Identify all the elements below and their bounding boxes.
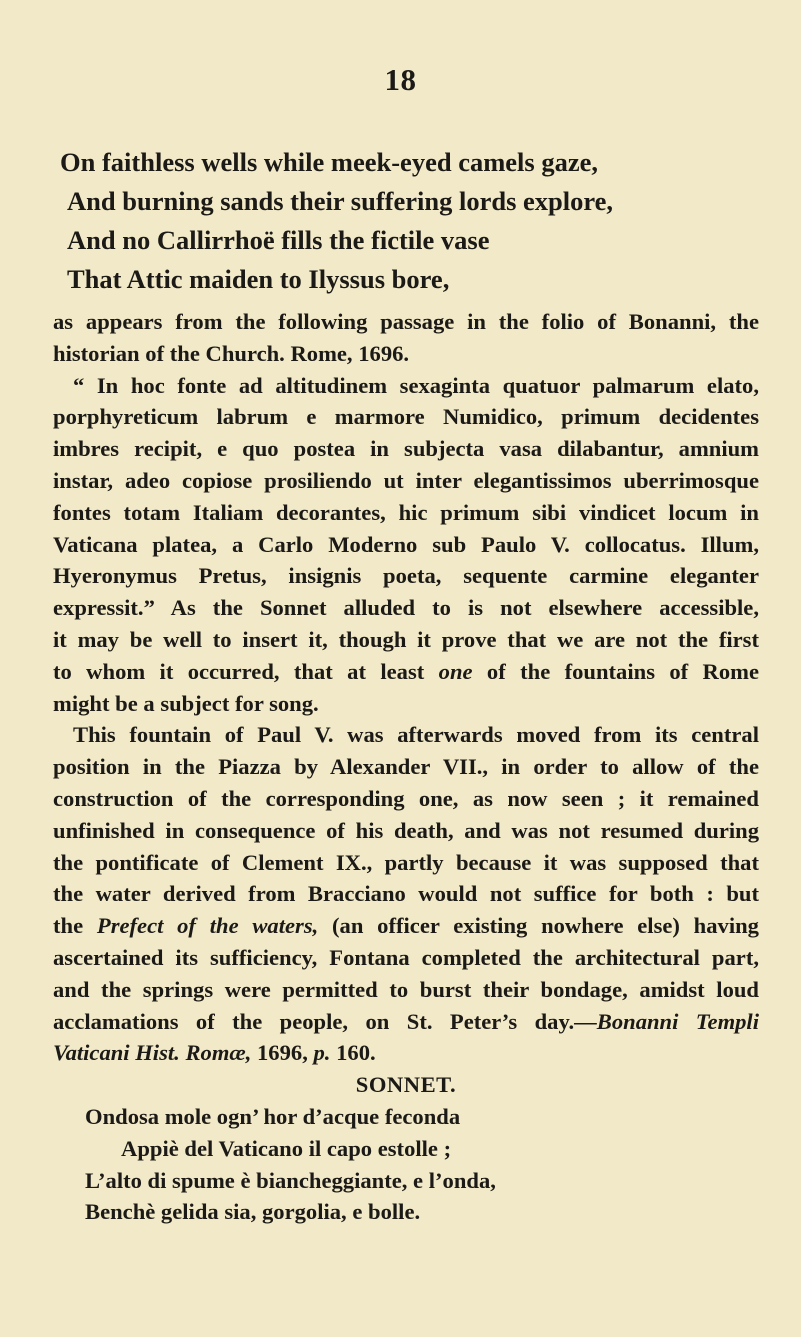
text-run: of the fountains of Rome [472, 658, 760, 684]
latin-quote-line: “ In hoc fonte ad altitudinem sexaginta quatuor palmarum elato, [73, 372, 759, 398]
prose-line: as appears from the following passage in the folio of Bonanni, the [53, 309, 759, 334]
citation-emphasis: Vaticani Hist. Romæ, [53, 1040, 252, 1066]
prose-line [53, 910, 759, 942]
sonnet-heading: SONNET. [355, 1072, 457, 1098]
prose-line: This fountain of Paul V. was afterwards moved from its central [73, 722, 759, 748]
latin-quote-line: Hyeronymus Pretus, insignis poeta, sequente carmine eleganter [53, 563, 759, 589]
emphasis: p. [313, 1040, 331, 1066]
page-number: 18 [384, 62, 417, 97]
prose-line [53, 1006, 759, 1038]
prose-line [53, 1037, 759, 1069]
verse-line: And burning sands their suffering lords explore, [67, 186, 614, 216]
prose-line: ascertained its sufficiency, Fontana completed the architectural part, [53, 944, 759, 970]
prose-line: construction of the corresponding one, as now seen ; it remained [53, 785, 759, 811]
prose-line: unfinished in consequence of his death, and was not resumed during [53, 817, 759, 843]
text-run: to whom it occurred, that at least [53, 658, 439, 684]
verse-line: That Attic maiden to Ilyssus bore, [67, 264, 450, 294]
prose-body [53, 306, 759, 1228]
text-run: 160. [330, 1040, 376, 1066]
prose-line: position in the Piazza by Alexander VII., in order to allow of the [53, 754, 759, 780]
verse-line: And no Callirrhoë fills the fictile vase [67, 225, 490, 255]
prose-line: historian of the Church. Rome, 1696. [53, 340, 410, 366]
citation-emphasis: Bonanni Templi [596, 1008, 759, 1034]
sonnet [53, 1101, 759, 1228]
sonnet-line: L’alto di spume è biancheggiante, e l’onda, [85, 1167, 496, 1193]
verse-line: On faithless wells while meek-eyed camels gaze, [60, 147, 598, 177]
latin-quote-line: instar, adeo copiose prosiliendo ut inter elegantissimos uberrimosque [53, 467, 759, 493]
text-run: the [53, 913, 97, 939]
prose-line: might be a subject for song. [53, 690, 319, 716]
latin-quote-line: porphyreticum labrum e marmore Numidico, primum decidentes [53, 404, 759, 430]
prose-line: the water derived from Bracciano would not suffice for both : but [53, 881, 759, 907]
emphasis: Prefect of the waters, [96, 913, 319, 939]
prose-line: it may be well to insert it, though it prove that we are not the first [53, 626, 759, 652]
prose-line: expressit.” As the Sonnet alluded to is not elsewhere accessible, [53, 595, 759, 621]
prose-line: the pontificate of Clement IX., partly because it was supposed that [53, 849, 759, 875]
sonnet-line: Appiè del Vaticano il capo estolle ; [121, 1135, 452, 1161]
prose-line: and the springs were permitted to burst their bondage, amidst loud [53, 976, 759, 1002]
text-run: (an officer existing nowhere else) having [318, 913, 759, 939]
prose-line [53, 656, 759, 688]
text-run: 1696, [251, 1040, 314, 1066]
latin-quote-line: fontes totam Italiam decorantes, hic primum sibi vindicet locum in [53, 499, 759, 525]
text-run: acclamations of the people, on St. Peter’s day.— [53, 1008, 597, 1034]
sonnet-line: Ondosa mole ogn’ hor d’acque feconda [85, 1103, 461, 1129]
latin-quote-line: Vaticana platea, a Carlo Moderno sub Paulo V. collocatus. Illum, [53, 531, 759, 557]
emphasis: one [438, 658, 473, 684]
verse-stanza [60, 143, 760, 299]
sonnet-line: Benchè gelida sia, gorgolia, e bolle. [85, 1199, 421, 1225]
latin-quote-line: imbres recipit, e quo postea in subjecta vasa dilabantur, amnium [53, 436, 759, 462]
